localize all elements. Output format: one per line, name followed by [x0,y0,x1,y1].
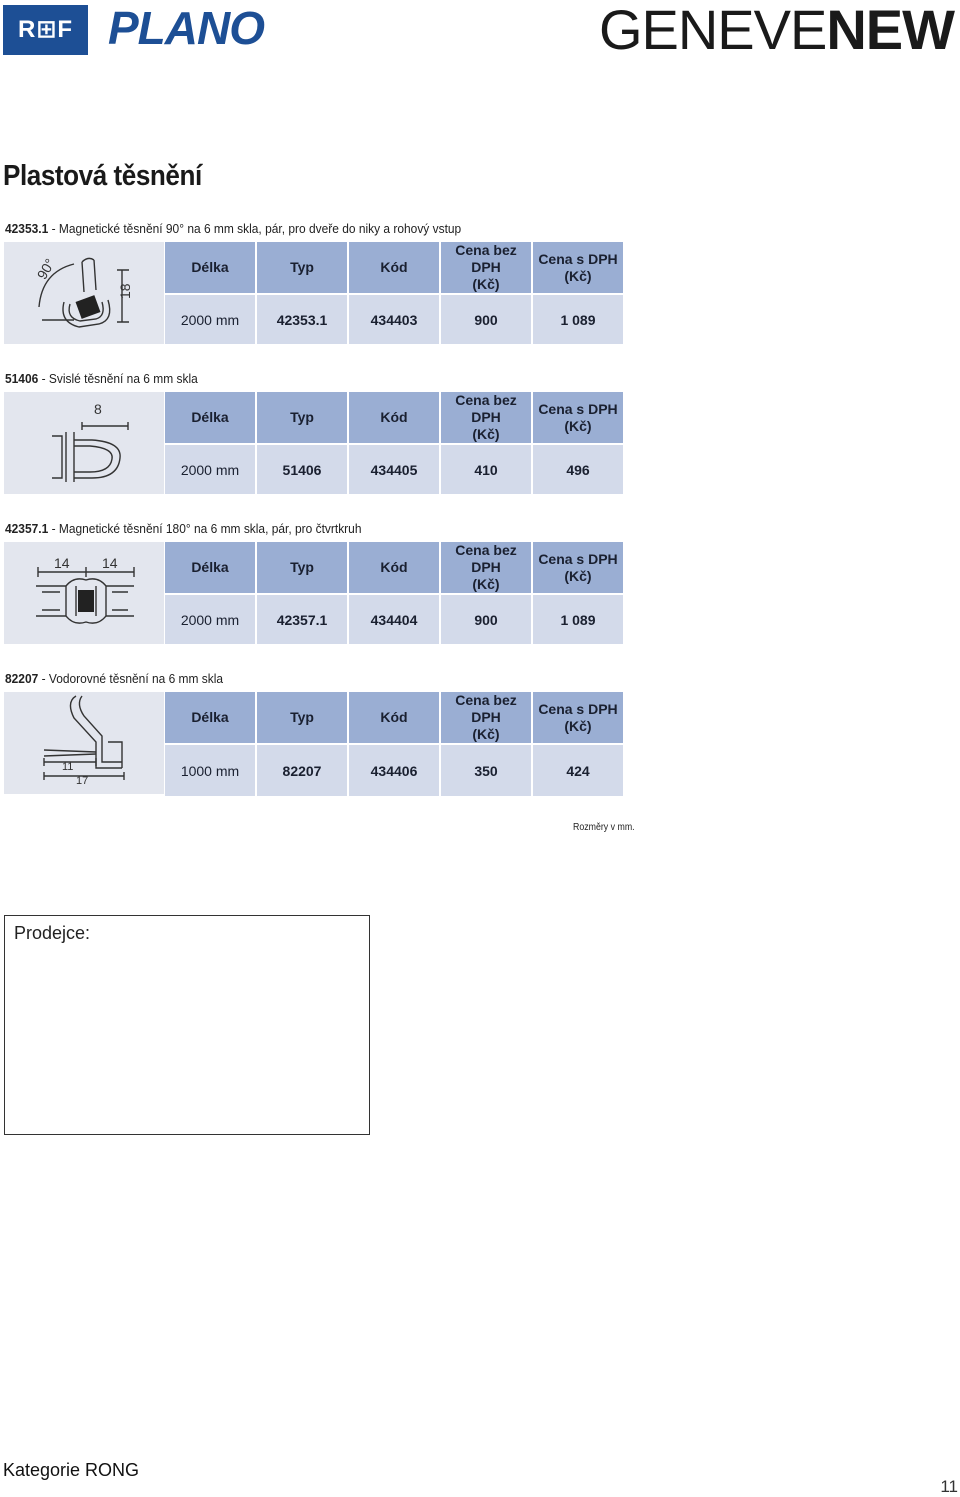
col-code: Kód [349,542,439,593]
cell-code: 434404 [349,595,439,644]
seal-drawing-4 [4,692,164,794]
cell-length: 2000 mm [165,445,255,494]
seller-box [4,915,370,1135]
product-title [5,221,461,236]
cell-type: 82207 [257,745,347,796]
table-row [165,445,623,494]
col-code: Kód [349,692,439,743]
col-type: Typ [257,242,347,293]
product-description: - Magnetické těsnění 90° na 6 mm skla, pár, pro dveře do niky a rohový vstup [48,221,462,236]
col-type: Typ [257,542,347,593]
col-code: Kód [349,242,439,293]
price-vat-label: Cena s DPH [538,550,618,567]
page-number: 11 [940,1477,958,1496]
cell-code: 434403 [349,295,439,344]
dim-label: 17 [76,775,89,787]
product-description: - Magnetické těsnění 180° na 6 mm skla, pár, pro čtvrtkruh [48,521,362,536]
product-title [5,521,361,536]
table-header-row [165,242,623,293]
product-table-4 [163,690,625,798]
col-type: Typ [257,692,347,743]
geneve-new-logo [599,0,954,60]
seal-profile-icon [4,392,164,494]
product-title [5,371,198,386]
cell-type: 42357.1 [257,595,347,644]
currency-label: (Kč) [564,267,592,284]
price-no-vat-label: Cena bez DPH [455,542,517,575]
plano-logo: PLANO [108,2,264,54]
table-row [165,295,623,344]
rf-logo: R⊞F [3,5,88,55]
currency-label: (Kč) [472,276,500,292]
col-code: Kód [349,392,439,443]
currency-label: (Kč) [472,576,500,592]
table-header-row [165,392,623,443]
cell-price-no-vat: 410 [441,445,531,494]
product-description: - Vodorovné těsnění na 6 mm skla [38,671,224,686]
col-type: Typ [257,392,347,443]
dim-label: 18 [117,283,133,299]
cell-price-no-vat: 350 [441,745,531,796]
table-row [165,745,623,796]
dim-label: 14 [102,555,118,571]
col-price-no-vat [441,242,531,293]
table-header-row [165,692,623,743]
currency-label: (Kč) [564,717,592,734]
table-header-row [165,542,623,593]
cell-type: 42353.1 [257,295,347,344]
product-table-2 [163,390,625,496]
col-price-vat [533,242,623,293]
seal-drawing-1 [4,242,164,344]
seal-drawing-2 [4,392,164,494]
price-vat-label: Cena s DPH [538,250,618,267]
col-price-no-vat [441,392,531,443]
cell-code: 434406 [349,745,439,796]
price-no-vat-label: Cena bez DPH [455,242,517,275]
dim-label: 8 [94,401,102,417]
seller-label: Prodejce: [14,923,91,943]
dim-label: 14 [54,555,70,571]
seal-profile-icon [4,542,164,644]
product-description: - Svislé těsnění na 6 mm skla [38,371,198,386]
geneve-logo-light: GENEVE [598,0,827,61]
product-table-1 [163,240,625,346]
currency-label: (Kč) [472,726,500,742]
cell-price-vat: 1 089 [533,295,623,344]
cell-price-vat: 1 089 [533,595,623,644]
currency-label: (Kč) [472,426,500,442]
geneve-logo-bold: NEW [826,0,954,61]
col-price-no-vat [441,542,531,593]
price-no-vat-label: Cena bez DPH [455,692,517,725]
table-row [165,595,623,644]
cell-price-no-vat: 900 [441,595,531,644]
cell-price-no-vat: 900 [441,295,531,344]
currency-label: (Kč) [564,417,592,434]
col-price-vat [533,692,623,743]
price-vat-label: Cena s DPH [538,700,618,717]
col-price-no-vat [441,692,531,743]
col-length: Délka [165,692,255,743]
seal-profile-icon [4,692,164,794]
dim-label: 90° [33,255,59,283]
dimensions-note: Rozměry v mm. [573,822,635,833]
col-price-vat [533,542,623,593]
cell-type: 51406 [257,445,347,494]
col-length: Délka [165,392,255,443]
price-no-vat-label: Cena bez DPH [455,392,517,425]
product-code: 42357.1 [5,521,49,536]
col-price-vat [533,392,623,443]
product-code: 51406 [5,371,39,386]
cell-length: 1000 mm [165,745,255,796]
dim-label: 11 [62,761,74,773]
product-code: 42353.1 [5,221,49,236]
product-code: 82207 [5,671,39,686]
cell-length: 2000 mm [165,595,255,644]
seal-drawing-3 [4,542,164,644]
col-length: Délka [165,542,255,593]
footer-category: Kategorie RONG [3,1460,140,1480]
product-title [5,671,223,686]
cell-price-vat: 496 [533,445,623,494]
cell-length: 2000 mm [165,295,255,344]
cell-price-vat: 424 [533,745,623,796]
page-title: Plastová těsnění [3,160,202,192]
cell-code: 434405 [349,445,439,494]
product-table-3 [163,540,625,646]
seal-profile-icon [4,242,164,344]
currency-label: (Kč) [564,567,592,584]
col-length: Délka [165,242,255,293]
price-vat-label: Cena s DPH [538,400,618,417]
